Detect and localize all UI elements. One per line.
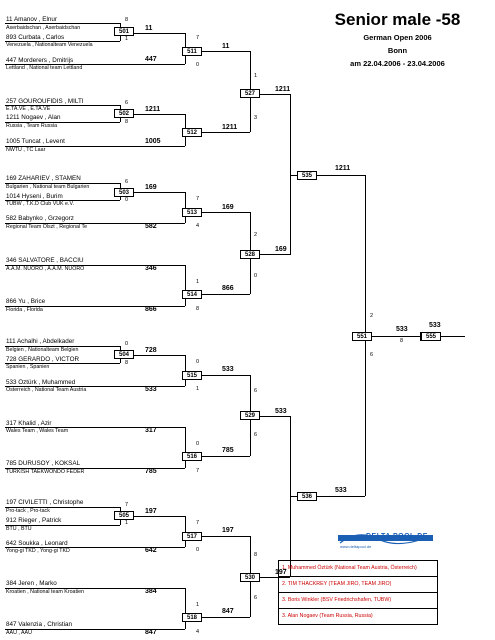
player-club: BTU , BTU <box>6 526 32 532</box>
player-name: 11 Amanov , Elnur <box>6 16 57 23</box>
match-box: 501 <box>114 27 134 36</box>
player-club: TURKISH TAEKWONDO FEDER <box>6 469 85 475</box>
winner-id: 384 <box>145 588 157 595</box>
match-box: 535 <box>297 171 317 180</box>
score: 1 <box>125 520 129 526</box>
player-club: Wales Team , Wales Team <box>6 428 69 434</box>
winner-id: 533 <box>222 366 234 373</box>
logo-url: www.deltapool.de <box>340 544 372 549</box>
bracket-line <box>5 105 120 106</box>
player-name: 169 ZAHARIEV , STAMEN <box>6 175 81 182</box>
player-club: Spanien , Spanien <box>6 364 50 370</box>
match-box: 527 <box>240 89 260 98</box>
score: 7 <box>196 468 200 474</box>
bracket-line <box>5 223 185 224</box>
logo-text: DELTA POOL.DE <box>366 533 428 540</box>
sponsor-logo <box>338 527 433 553</box>
score: 1 <box>196 602 200 608</box>
score: 0 <box>254 273 258 279</box>
result-row-3b: 3. Alan Nogaev (Team Russia, Russia) <box>278 609 438 625</box>
page-title: Senior male -58 <box>334 10 461 29</box>
score: 8 <box>196 306 200 312</box>
winner-id: 866 <box>145 306 157 313</box>
event-dates: am 22.04.2006 - 23.04.2006 <box>350 59 445 68</box>
player-club: Bulgarien , National team Bulgarien <box>6 184 90 190</box>
bracket-line <box>5 122 120 123</box>
match-box: 528 <box>240 250 260 259</box>
score: 1 <box>254 73 258 79</box>
score: 4 <box>196 629 200 635</box>
player-name: 533 Öztürk , Muhammed <box>6 379 76 386</box>
bracket-line <box>5 183 120 184</box>
player-club: Russia , Team Russia <box>6 123 58 129</box>
match-box: 515 <box>182 371 202 380</box>
match-box: 530 <box>240 573 260 582</box>
winner-id: 346 <box>145 265 157 272</box>
player-name: 1211 Nogaev , Alan <box>6 114 61 121</box>
bracket-line <box>5 629 185 630</box>
match-box: 551 <box>352 332 372 341</box>
player-club: Pro-tack , Pro-tack <box>6 508 50 514</box>
bracket-line <box>5 64 185 65</box>
winner-id: 169 <box>275 246 287 253</box>
score: 7 <box>125 502 129 508</box>
score: 1 <box>196 279 200 285</box>
winner-id: 1211 <box>275 86 291 93</box>
winner-id: 582 <box>145 223 157 230</box>
winner-id: 11 <box>222 43 230 50</box>
player-club: Venezuela , Nationalteam Venezuela <box>6 42 93 48</box>
bracket-line <box>5 468 185 469</box>
winner-id: 533 <box>145 386 157 393</box>
player-club: A.A.M. NUORO , A.A.M. NUORO <box>6 266 85 272</box>
player-name: 447 Morderers , Dmitrijs <box>6 57 74 64</box>
winner-id: 642 <box>145 547 157 554</box>
player-club: AAU , AAU <box>6 630 32 636</box>
player-name: 1005 Tuncat , Levent <box>6 138 65 145</box>
score: 0 <box>125 341 129 347</box>
score: 0 <box>196 359 200 365</box>
player-club: Kroatien , National team Kroatien <box>6 589 85 595</box>
score: 7 <box>196 520 200 526</box>
bracket-line <box>5 363 120 364</box>
bracket-line <box>5 386 185 387</box>
player-name: 893 Curbata , Carlos <box>6 34 65 41</box>
match-box: 555 <box>421 332 441 341</box>
winner-id: 169 <box>222 204 234 211</box>
player-name: 111 Achalhi , Abdelkader <box>6 338 75 345</box>
winner-id: 1211 <box>145 106 161 113</box>
event-name: German Open 2006 <box>363 33 432 42</box>
match-box: 505 <box>114 511 134 520</box>
winner-id: 1211 <box>335 165 351 172</box>
bracket-line <box>5 588 185 589</box>
match-box: 516 <box>182 452 202 461</box>
winner-id: 533 <box>335 487 347 494</box>
bracket-line <box>5 23 120 24</box>
score: 0 <box>196 547 200 553</box>
bracket-line <box>5 525 120 526</box>
winner-id: 197 <box>222 527 234 534</box>
bracket-line <box>5 346 120 347</box>
winner-id: 866 <box>222 285 234 292</box>
winner-id: 317 <box>145 427 157 434</box>
player-club: Florida , Florida <box>6 307 43 313</box>
score: 6 <box>125 100 129 106</box>
winner-id: 447 <box>145 56 157 63</box>
score: 1 <box>125 36 129 42</box>
winner-id: 785 <box>222 447 234 454</box>
bracket-line <box>185 265 186 306</box>
winner-id: 533 <box>275 408 287 415</box>
winner-id: 785 <box>145 468 157 475</box>
player-name: 384 Jeren , Marko <box>6 580 57 587</box>
score: 6 <box>370 352 374 358</box>
results-table <box>278 560 438 625</box>
winner-id: 847 <box>145 629 157 636</box>
score: 7 <box>196 196 200 202</box>
match-box: 514 <box>182 290 202 299</box>
bracket-line <box>365 336 465 337</box>
result-row-3a: 3. Boris Winkler (BSV Friedrichshafen, TUBW) <box>278 593 438 609</box>
player-name: 642 Soukka , Leonard <box>6 540 68 547</box>
player-club: TUBW , T.K.D Club VUK e.V. <box>6 201 74 207</box>
score: 1 <box>196 386 200 392</box>
player-name: 728 GERARDO , VICTOR <box>6 356 80 363</box>
winner-id: 11 <box>145 25 153 32</box>
score: 2 <box>254 232 258 238</box>
title-block <box>305 0 490 80</box>
match-box: 513 <box>182 208 202 217</box>
score: 8 <box>125 119 129 125</box>
champion-id: 533 <box>429 322 441 329</box>
score: 0 <box>196 441 200 447</box>
winner-id: 1211 <box>222 124 238 131</box>
result-row-1: 1. Muhammed Öztürk (National Team Austria, Österreich) <box>278 560 438 577</box>
score: 6 <box>254 388 258 394</box>
event-city: Bonn <box>387 46 408 55</box>
winner-id: 169 <box>145 184 157 191</box>
bracket-line <box>185 588 186 629</box>
player-name: 197 CIVILETTI , Christophe <box>6 499 84 506</box>
bracket-line <box>5 507 120 508</box>
bracket-line <box>5 547 185 548</box>
bracket-line <box>5 146 185 147</box>
bracket-line <box>5 427 185 428</box>
bracket-line <box>5 306 185 307</box>
bracket-line <box>185 427 186 468</box>
match-box: 503 <box>114 188 134 197</box>
bracket-line <box>5 200 120 201</box>
player-name: 847 Valenzia , Christian <box>6 621 73 628</box>
player-name: 346 SALVATORE , BACCIU <box>6 257 84 264</box>
match-box: 517 <box>182 532 202 541</box>
bracket-line <box>5 265 185 266</box>
player-club: Regional Team Olszt , Regional Te <box>6 224 88 230</box>
score: 8 <box>254 552 258 558</box>
bracket-line <box>5 41 120 42</box>
score: 4 <box>196 223 200 229</box>
winner-id: 847 <box>222 608 234 615</box>
score: 8 <box>125 360 129 366</box>
match-box: 529 <box>240 411 260 420</box>
score: 8 <box>400 338 404 344</box>
match-box: 504 <box>114 350 134 359</box>
player-name: 257 GOUROUFIDIS , MILTI <box>6 98 84 105</box>
score: 6 <box>254 595 258 601</box>
match-box: 502 <box>114 109 134 118</box>
match-box: 511 <box>182 47 202 56</box>
player-club: Aserbaidschan , Aserbaidschan <box>6 25 81 31</box>
score: 0 <box>196 62 200 68</box>
winner-id: 533 <box>396 326 408 333</box>
winner-id: 197 <box>145 508 157 515</box>
score: 7 <box>196 35 200 41</box>
player-club: Yong-gi TKD , Yong-gi TKD <box>6 548 70 554</box>
score: 6 <box>254 432 258 438</box>
player-name: 912 Rieger , Patrick <box>6 517 62 524</box>
player-club: Lettland , National team Lettland <box>6 65 83 71</box>
player-name: 1014 Hyseni , Burim <box>6 193 63 200</box>
winner-id: 728 <box>145 347 157 354</box>
player-club: NWTU , TC Laar <box>6 147 46 153</box>
player-name: 317 Khalid , Azir <box>6 420 52 427</box>
player-name: 582 Babynko , Grzegorz <box>6 215 74 222</box>
score: 3 <box>254 115 258 121</box>
player-club: Österreich , National Team Austria <box>6 387 87 393</box>
winner-id: 197 <box>275 569 287 576</box>
player-club: Belgien , Nationalteam Belgien <box>6 347 79 353</box>
winner-id: 1005 <box>145 138 161 145</box>
match-box: 518 <box>182 613 202 622</box>
player-name: 866 Yu , Brice <box>6 298 46 305</box>
result-row-2: 2. TIM THACKREY (TEAM JIRO, TEAM JIRO) <box>278 577 438 593</box>
score: 8 <box>125 17 129 23</box>
player-club: E.TA.VE , E.TA.VE <box>6 106 51 112</box>
player-name: 785 DURUSOY , KOKSAL <box>6 460 81 467</box>
match-box: 536 <box>297 492 317 501</box>
match-box: 512 <box>182 128 202 137</box>
score: 0 <box>125 197 129 203</box>
score: 6 <box>125 179 129 185</box>
score: 2 <box>370 313 374 319</box>
deltapool-logo-graphic <box>338 527 433 553</box>
